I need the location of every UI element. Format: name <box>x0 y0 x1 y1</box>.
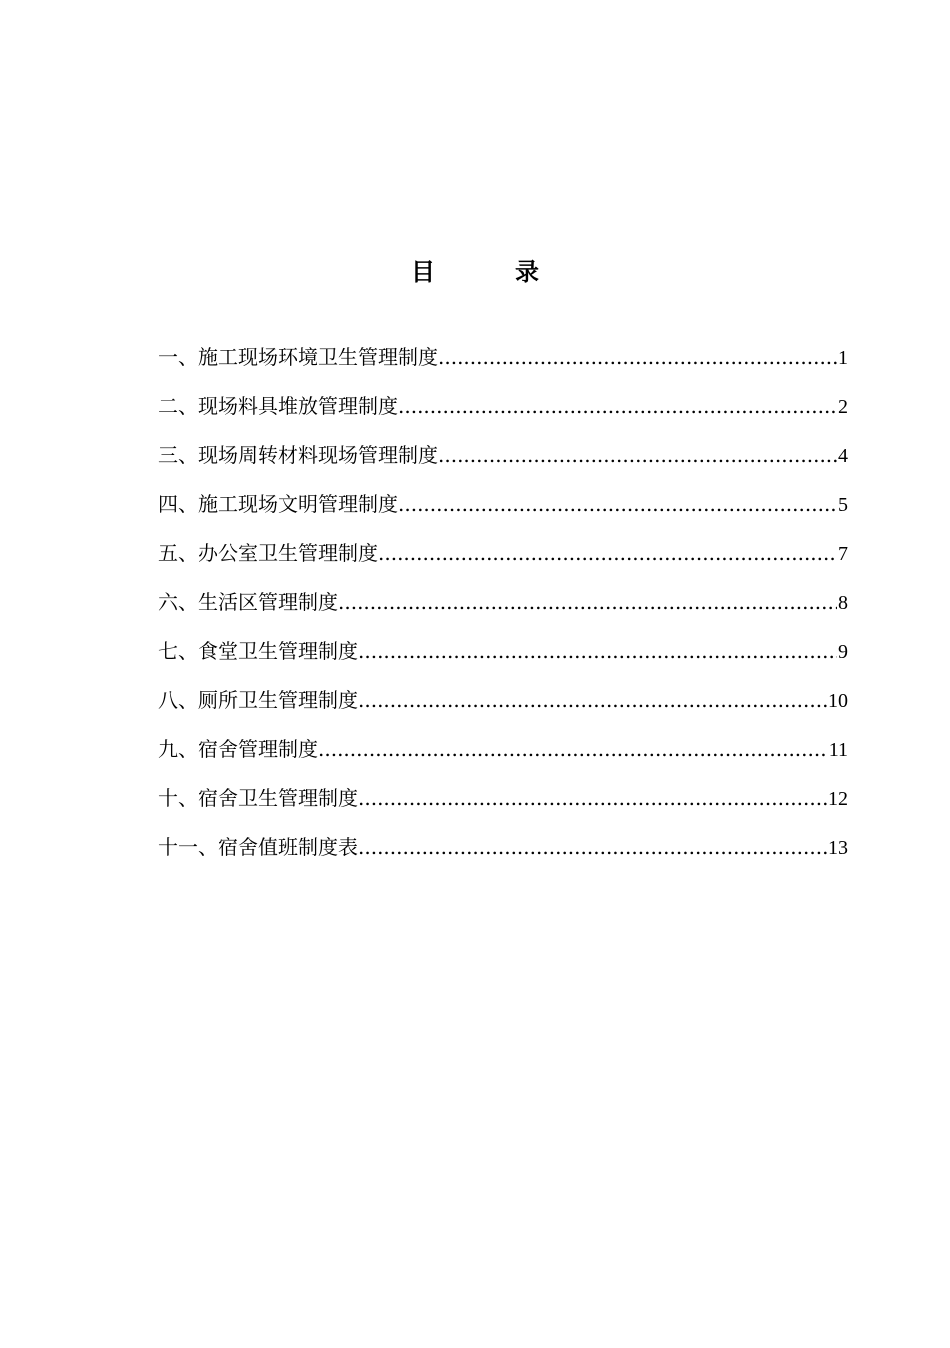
toc-entry-page-number: 9 <box>838 641 848 663</box>
dot-leader <box>338 578 837 627</box>
toc-entry[interactable] <box>158 333 848 382</box>
dot-leader <box>358 823 827 872</box>
toc-entry[interactable] <box>158 529 848 578</box>
toc-entry-page-number: 1 <box>838 347 848 369</box>
dot-leader <box>358 627 837 676</box>
toc-entry-title: 六、生活区管理制度 <box>158 590 338 614</box>
toc-entry-title: 十一、宿舍值班制度表 <box>158 835 358 859</box>
dot-leader <box>398 480 837 529</box>
toc-entry-page-number: 13 <box>828 837 848 859</box>
toc-entry[interactable] <box>158 676 848 725</box>
toc-entry[interactable] <box>158 382 848 431</box>
toc-entry-page-number: 7 <box>838 543 848 565</box>
toc-entry-title: 二、现场料具堆放管理制度 <box>158 394 398 418</box>
toc-entry-title: 五、办公室卫生管理制度 <box>158 541 378 565</box>
dot-leader <box>438 431 837 480</box>
dot-leader <box>318 725 828 774</box>
toc-entry-title: 八、厕所卫生管理制度 <box>158 688 358 712</box>
toc-entry-page-number: 10 <box>828 690 848 712</box>
dot-leader <box>438 333 837 382</box>
dot-leader <box>378 529 837 578</box>
toc-entry[interactable] <box>158 725 848 774</box>
toc-entry[interactable] <box>158 774 848 823</box>
toc-entry-title: 一、施工现场环境卫生管理制度 <box>158 345 438 369</box>
toc-entry[interactable] <box>158 480 848 529</box>
toc-entry[interactable] <box>158 578 848 627</box>
toc-entry-title: 十、宿舍卫生管理制度 <box>158 786 358 810</box>
dot-leader <box>358 676 827 725</box>
toc-entry-title: 九、宿舍管理制度 <box>158 737 318 761</box>
toc-entry[interactable] <box>158 431 848 480</box>
dot-leader <box>358 774 827 823</box>
toc-entry-title: 四、施工现场文明管理制度 <box>158 492 398 516</box>
dot-leader <box>398 382 837 431</box>
toc-entry-page-number: 5 <box>838 494 848 516</box>
toc-entry-page-number: 11 <box>828 739 848 761</box>
toc-title: 目 录 <box>411 257 567 286</box>
toc-entry[interactable] <box>158 627 848 676</box>
toc-entry-title: 三、现场周转材料现场管理制度 <box>158 443 438 467</box>
toc-entry-page-number: 4 <box>838 445 848 467</box>
toc-entry-page-number: 12 <box>828 788 848 810</box>
toc-entry-page-number: 2 <box>838 396 848 418</box>
toc-entry[interactable] <box>158 823 848 872</box>
toc-entry-title: 七、食堂卫生管理制度 <box>158 639 358 663</box>
table-of-contents <box>158 333 848 872</box>
toc-entry-page-number: 8 <box>838 592 848 614</box>
